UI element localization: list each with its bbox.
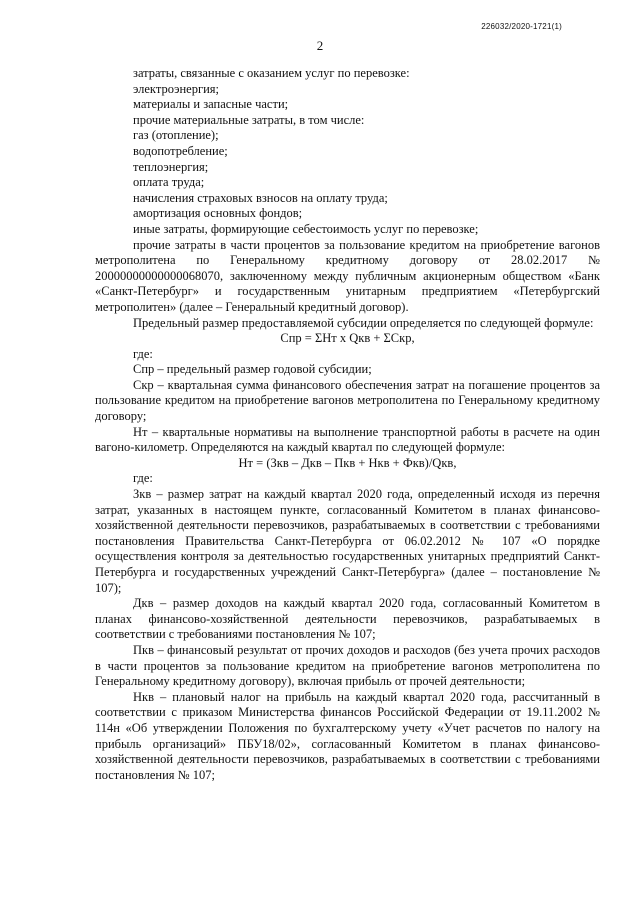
list-item: затраты, связанные с оказанием услуг по перевозке: xyxy=(133,66,410,80)
document-number: 226032/2020-1721(1) xyxy=(481,22,562,31)
definition-spr: Спр – предельный размер годовой субсидии; xyxy=(133,362,372,377)
definition-dkv: Дкв – размер доходов на каждый квартал 2020 года, согласованный Комитетом в планах финансово-хозяйственной деятельности перевозчиков, разрабатываемых в соответствии с требованиями постановления № 107; xyxy=(95,596,600,642)
list-item: материалы и запасные части; xyxy=(133,97,289,112)
formula-norm: Нт = (Зкв – Дкв – Пкв + Нкв + Фкв)/Qкв, xyxy=(238,455,457,470)
paragraph-subsidy-limit: Предельный размер предоставляемой субсидии определяется по следующей формуле: xyxy=(133,315,594,330)
list-item: водопотребление; xyxy=(133,143,228,158)
list-item: иные затраты, формирующие себестоимость услуг по перевозке; xyxy=(133,221,479,236)
page-number: 2 xyxy=(316,38,324,53)
list-item: амортизация основных фондов; xyxy=(133,206,303,221)
list-item: газ (отопление); xyxy=(133,128,219,143)
paragraph-other-costs: прочие затраты в части процентов за пользование кредитом на приобретение вагонов метрополитена по Генеральному кредитному договору от 28.02.2017 № 20000000000000068070, заключенному между публичным акционерным обществом «Банк «Санкт-Петербург» и государственным унитарным предприятием «Петербургский метрополитен» (далее – Генеральный кредитный договор). xyxy=(95,237,600,314)
definition-zkv: Зкв – размер затрат на каждый квартал 2020 года, определенный исходя из перечня затрат, указанных в настоящем пункте, согласованный Комитетом в планах финансово-хозяйственной деятельности перевозчиков, разрабатываемых в соответствии с требованиями постановления Правительства Санкт-Петербурга от 06.02.2012 № 107 «О порядке осуществления контроля за деятельностью государственных унитарных предприятий Санкт-Петербурга и государственных учреждений Санкт-Петербурга» (далее – постановление № 107); xyxy=(95,487,600,595)
definition-nt: Нт – квартальные нормативы на выполнение транспортной работы в расчете на один вагоно-километр. Определяются на каждый квартал по следующей формуле: xyxy=(95,424,600,455)
where-label: где: xyxy=(133,471,153,486)
definition-skr: Скр – квартальная сумма финансового обеспечения затрат на погашение процентов за пользование кредитом на приобретение вагонов метрополитена по Генеральному кредитному договору; xyxy=(95,377,600,424)
definition-pkv: Пкв – финансовый результат от прочих доходов и расходов (без учета прочих расходов в части процентов за пользование кредитом на приобретение вагонов метрополитена по Генеральному кредитному договору), включая прибыль от прочей деятельности; xyxy=(95,642,600,689)
list-item: оплата труда; xyxy=(133,175,205,190)
definition-nkv: Нкв – плановый налог на прибыль на каждый квартал 2020 года, рассчитанный в соответствии с приказом Министерства финансов Российской Федерации от 19.11.2002 № 114н «Об утверждении Положения по бухгалтерскому учету «Учет расчетов по налогу на прибыль организаций» ПБУ18/02», согласованный Комитетом в планах финансово-хозяйственной деятельности перевозчиков, разрабатываемых в соответствии с требованиями постановления № 107; xyxy=(95,689,600,782)
list-item: прочие материальные затраты, в том числе: xyxy=(133,112,365,127)
list-item: начисления страховых взносов на оплату труда; xyxy=(133,190,388,205)
document-body xyxy=(95,66,600,783)
list-item: теплоэнергия; xyxy=(133,159,209,174)
list-item: электроэнергия; xyxy=(133,81,219,96)
formula-subsidy: Спр = ΣНт x Qкв + ΣСкр, xyxy=(280,331,415,346)
where-label: где: xyxy=(133,346,153,361)
